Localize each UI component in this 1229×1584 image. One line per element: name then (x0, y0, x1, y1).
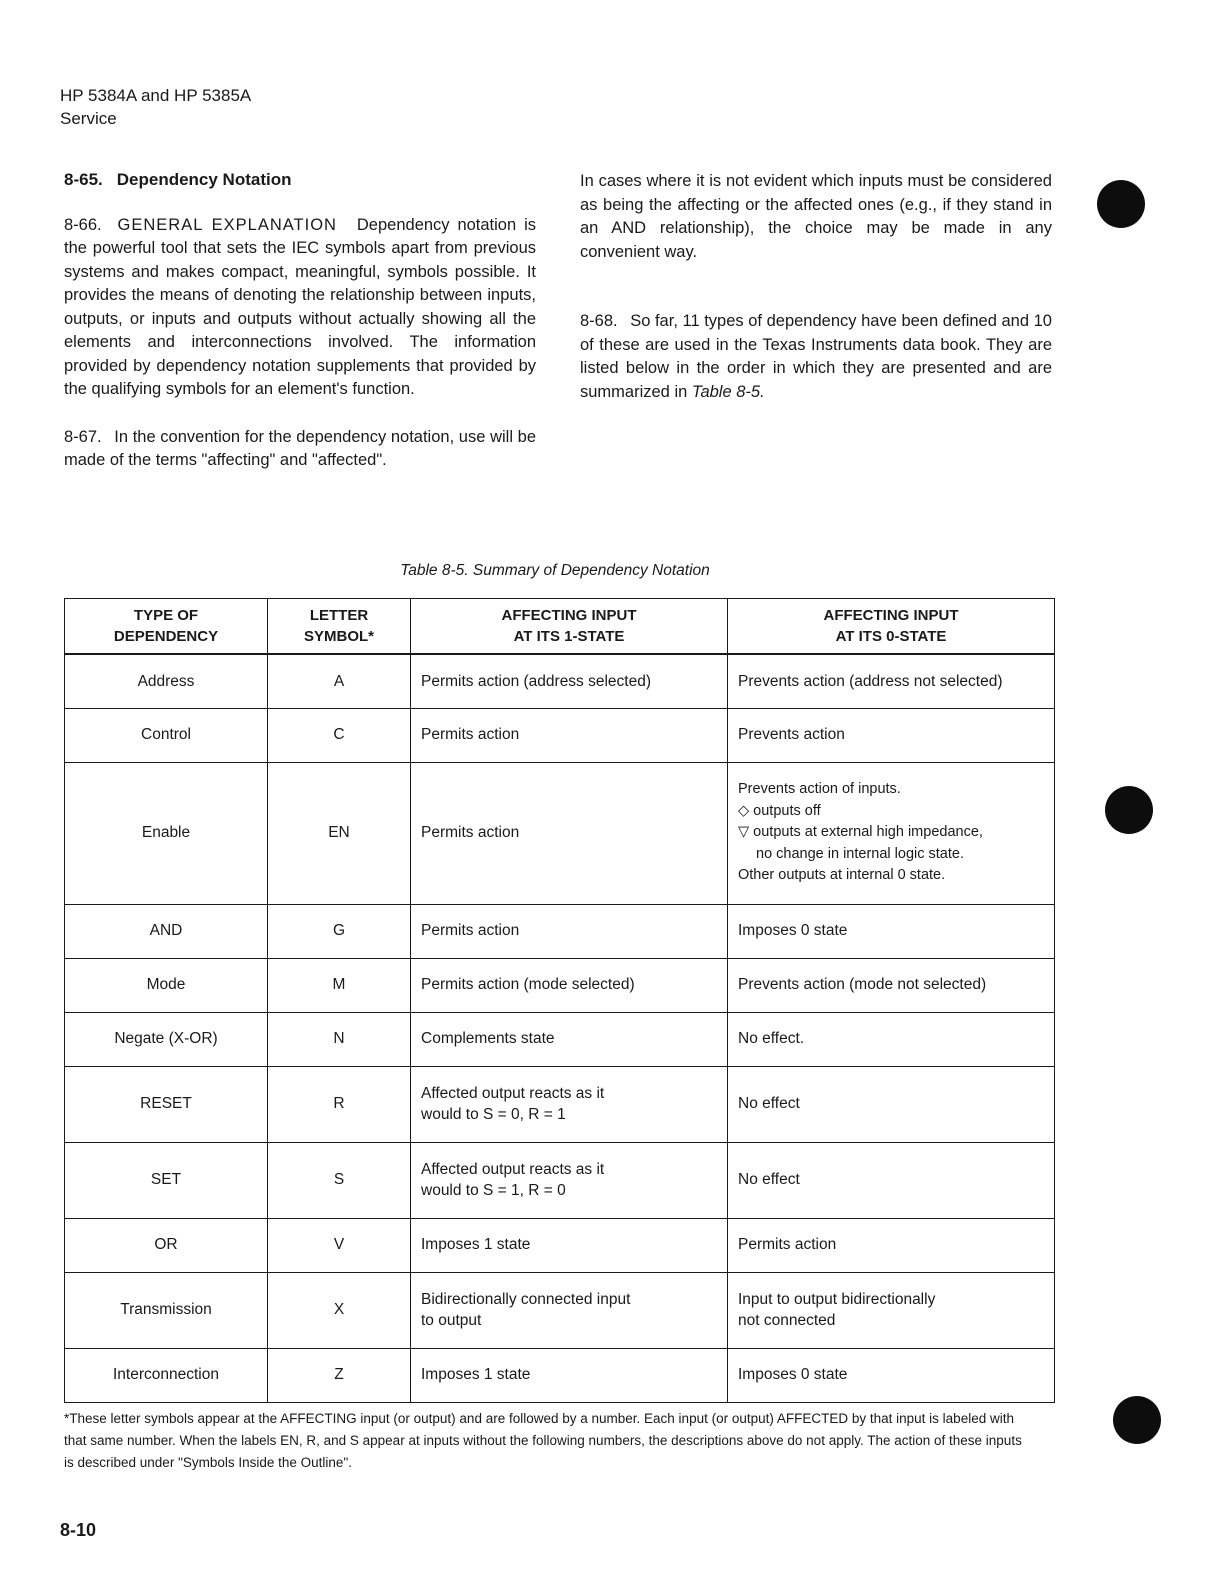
table-row (65, 708, 1055, 762)
table-row (65, 958, 1055, 1012)
cell-symbol: R (268, 1066, 411, 1142)
cell-0-state: No effect (728, 1142, 1055, 1218)
header-model: HP 5384A and HP 5385A (60, 86, 252, 105)
punch-hole-top (1097, 180, 1145, 228)
cell-1-state: Permits action (411, 904, 728, 958)
cell-0-state: Prevents action (728, 708, 1055, 762)
cell-0-state: Prevents action (address not selected) (728, 654, 1055, 708)
enable-zero-line: no change in internal logic state. (756, 845, 964, 862)
cell-0-state: Imposes 0 state (728, 1348, 1055, 1402)
table-row (65, 762, 1055, 904)
header-section: Service (60, 109, 117, 128)
cell-1-state (411, 1142, 728, 1218)
cell-1-state: Complements state (411, 1012, 728, 1066)
cell-line: Input to output bidirectionally (738, 1290, 936, 1308)
left-column (64, 168, 536, 497)
cell-1-state (411, 1066, 728, 1142)
paragraph-text: Dependency notation is the powerful tool that sets the IEC symbols apart from previous systems and makes compact, meaningful, symbols possible. It provides the means of denoting the relationship between inputs, outputs, or inputs and outputs without actually showing all the elements and interconnections involved. The information provided by dependency notation supplements that provided by the qualifying symbols for an element's function. (64, 215, 536, 398)
cell-type: AND (65, 904, 268, 958)
enable-zero-line: ◇ outputs off (738, 802, 821, 819)
cell-0-state: Imposes 0 state (728, 904, 1055, 958)
section-heading-number: 8-65. (64, 170, 103, 189)
cell-0-state (728, 762, 1055, 904)
table-row (65, 1348, 1055, 1402)
enable-zero-line: Other outputs at internal 0 state. (738, 867, 946, 884)
cell-symbol: EN (268, 762, 411, 904)
cell-symbol: C (268, 708, 411, 762)
cell-type: OR (65, 1218, 268, 1272)
table-row (65, 1012, 1055, 1066)
cell-type: SET (65, 1142, 268, 1218)
table-caption: Table 8-5. Summary of Dependency Notation (400, 562, 710, 579)
right-column (580, 170, 1052, 428)
cell-line: Affected output reacts as it (421, 1160, 605, 1178)
table-row (65, 654, 1055, 708)
cell-symbol: V (268, 1218, 411, 1272)
section-heading-title: Dependency Notation (116, 170, 292, 189)
cell-type: Enable (65, 762, 268, 904)
cell-line: would to S = 0, R = 1 (421, 1106, 566, 1123)
table-row (65, 1066, 1055, 1142)
cell-1-state: Permits action (411, 762, 728, 904)
cell-type: Address (65, 654, 268, 708)
cell-1-state: Imposes 1 state (411, 1218, 728, 1272)
cell-0-state (728, 1272, 1055, 1348)
table-reference: Table 8-5. (691, 382, 765, 401)
paragraph-number: 8-68. (580, 312, 618, 330)
cell-1-state: Permits action (411, 708, 728, 762)
cell-type: Negate (X-OR) (65, 1012, 268, 1066)
cell-line: to output (421, 1312, 482, 1329)
paragraph-number: 8-66. (64, 215, 102, 234)
enable-zero-line: ▽ outputs at external high impedance, (738, 824, 983, 841)
header-type: TYPE OF DEPENDENCY (65, 599, 268, 655)
table-row (65, 1142, 1055, 1218)
cell-1-state: Permits action (mode selected) (411, 958, 728, 1012)
cell-1-state (411, 1272, 728, 1348)
table-row (65, 1272, 1055, 1348)
table-row (65, 1218, 1055, 1272)
paragraph-8-67 (64, 426, 536, 473)
cell-0-state: Permits action (728, 1218, 1055, 1272)
paragraph-lead: GENERAL EXPLANATION (117, 215, 337, 234)
page-header (60, 84, 251, 130)
section-heading (64, 168, 536, 192)
cell-type: Mode (65, 958, 268, 1012)
cell-line: not connected (738, 1312, 836, 1329)
cell-type: Transmission (65, 1272, 268, 1348)
cell-0-state: Prevents action (mode not selected) (728, 958, 1055, 1012)
punch-hole-middle (1105, 786, 1153, 834)
cell-symbol: G (268, 904, 411, 958)
table-header-row (65, 599, 1055, 655)
cell-symbol: N (268, 1012, 411, 1066)
paragraph-cases: In cases where it is not evident which inputs must be considered as being the affecting or the affected ones (e.g., if they stand in an AND relationship), the choice may be made in any convenient way. (580, 172, 1052, 261)
paragraph-8-68 (580, 310, 1052, 404)
cell-1-state: Permits action (address selected) (411, 654, 728, 708)
punch-hole-bottom (1113, 1396, 1161, 1444)
table-footnote: *These letter symbols appear at the AFFECTING input (or output) and are followed by a number. Each input (or output) AFFECTED by that input is labeled with that same number. When the labels EN, R, and S appear at inputs without the following numbers, the descriptions above do not apply. The action of these inputs is described under "Symbols Inside the Outline". (64, 1411, 1022, 1470)
cell-0-state: No effect (728, 1066, 1055, 1142)
dependency-table (64, 598, 1055, 1403)
header-letter: LETTER SYMBOL* (268, 599, 411, 655)
paragraph-number: 8-67. (64, 427, 102, 446)
cell-1-state: Imposes 1 state (411, 1348, 728, 1402)
header-0-state: AFFECTING INPUT AT ITS 0-STATE (728, 599, 1055, 655)
cell-type: RESET (65, 1066, 268, 1142)
cell-symbol: X (268, 1272, 411, 1348)
paragraph-text: So far, 11 types of dependency have been defined and 10 of these are used in the Texas Instruments data book. They are listed below in the order in which they are presented and are summarized in (580, 312, 1052, 401)
cell-line: Affected output reacts as it (421, 1084, 605, 1102)
paragraph-text: In the convention for the dependency notation, use will be made of the terms "affecting" and "affected". (64, 427, 536, 469)
cell-symbol: S (268, 1142, 411, 1218)
enable-zero-line: Prevents action of inputs. (738, 781, 901, 798)
page-number: 8-10 (60, 1520, 97, 1540)
cell-symbol: A (268, 654, 411, 708)
table-row (65, 904, 1055, 958)
cell-symbol: Z (268, 1348, 411, 1402)
cell-line: would to S = 1, R = 0 (421, 1182, 566, 1199)
cell-0-state: No effect. (728, 1012, 1055, 1066)
paragraph-8-66 (64, 214, 536, 402)
cell-type: Control (65, 708, 268, 762)
cell-symbol: M (268, 958, 411, 1012)
cell-line: Bidirectionally connected input (421, 1290, 631, 1308)
cell-type: Interconnection (65, 1348, 268, 1402)
header-1-state: AFFECTING INPUT AT ITS 1-STATE (411, 599, 728, 655)
